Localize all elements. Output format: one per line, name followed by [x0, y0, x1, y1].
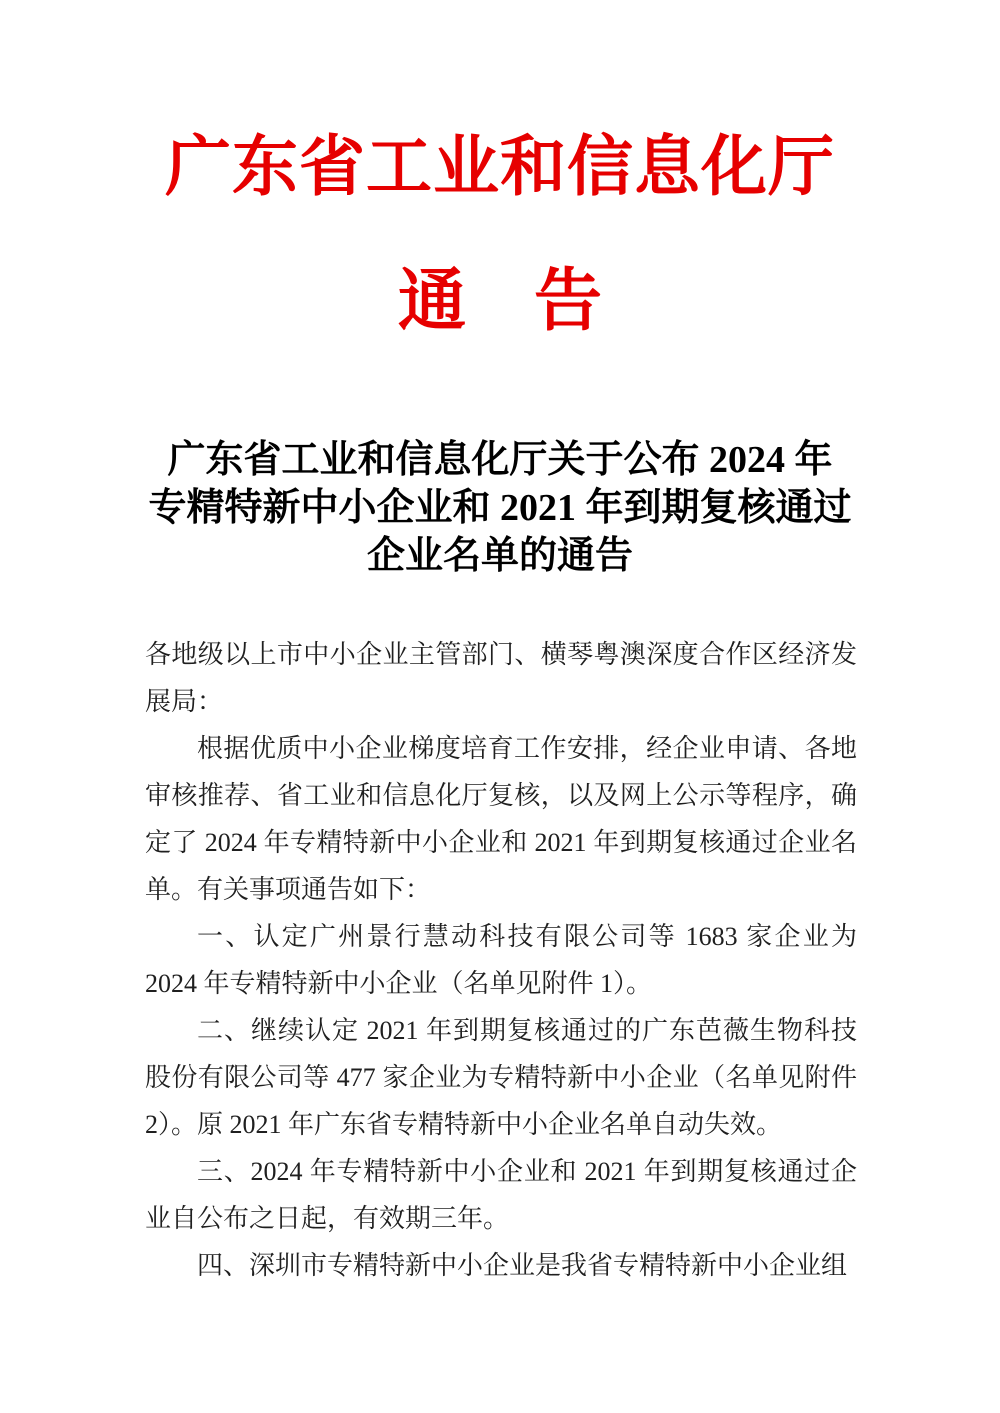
agency-name-header: 广东省工业和信息化厅 — [165, 131, 835, 204]
document-body — [145, 631, 857, 1289]
paragraph-item-4: 四、深圳市专精特新中小企业是我省专精特新中小企业组 — [197, 1251, 848, 1280]
document-title — [0, 436, 1000, 580]
salutation-line: 各地级以上市中小企业主管部门、横琴粤澳深度合作区经济发展局： — [145, 640, 857, 716]
paragraph-item-3: 三、2024 年专精特新中小企业和 2021 年到期复核通过企业自公布之日起，有效期三年。 — [145, 1157, 857, 1233]
paragraph-intro: 根据优质中小企业梯度培育工作安排，经企业申请、各地审核推荐、省工业和信息化厅复核，以及网上公示等程序，确定了 2024 年专精特新中小企业和 2021 年到期复核通过企业名单。有关事项通告如下： — [145, 734, 857, 904]
notice-type-header: 通 告 — [397, 263, 602, 339]
paragraph-item-1: 一、认定广州景行慧动科技有限公司等 1683 家企业为 2024 年专精特新中小企业（名单见附件 1）。 — [145, 922, 857, 998]
document-title-line-2: 专精特新中小企业和 2021 年到期复核通过 — [148, 487, 852, 529]
document-title-line-1: 广东省工业和信息化厅关于公布 2024 年 — [167, 439, 833, 481]
document-title-line-3: 企业名单的通告 — [366, 535, 633, 577]
paragraph-item-2: 二、继续认定 2021 年到期复核通过的广东芭薇生物科技股份有限公司等 477 家企业为专精特新中小企业（名单见附件 2）。原 2021 年广东省专精特新中小企业名单自动失效。 — [145, 1016, 857, 1139]
